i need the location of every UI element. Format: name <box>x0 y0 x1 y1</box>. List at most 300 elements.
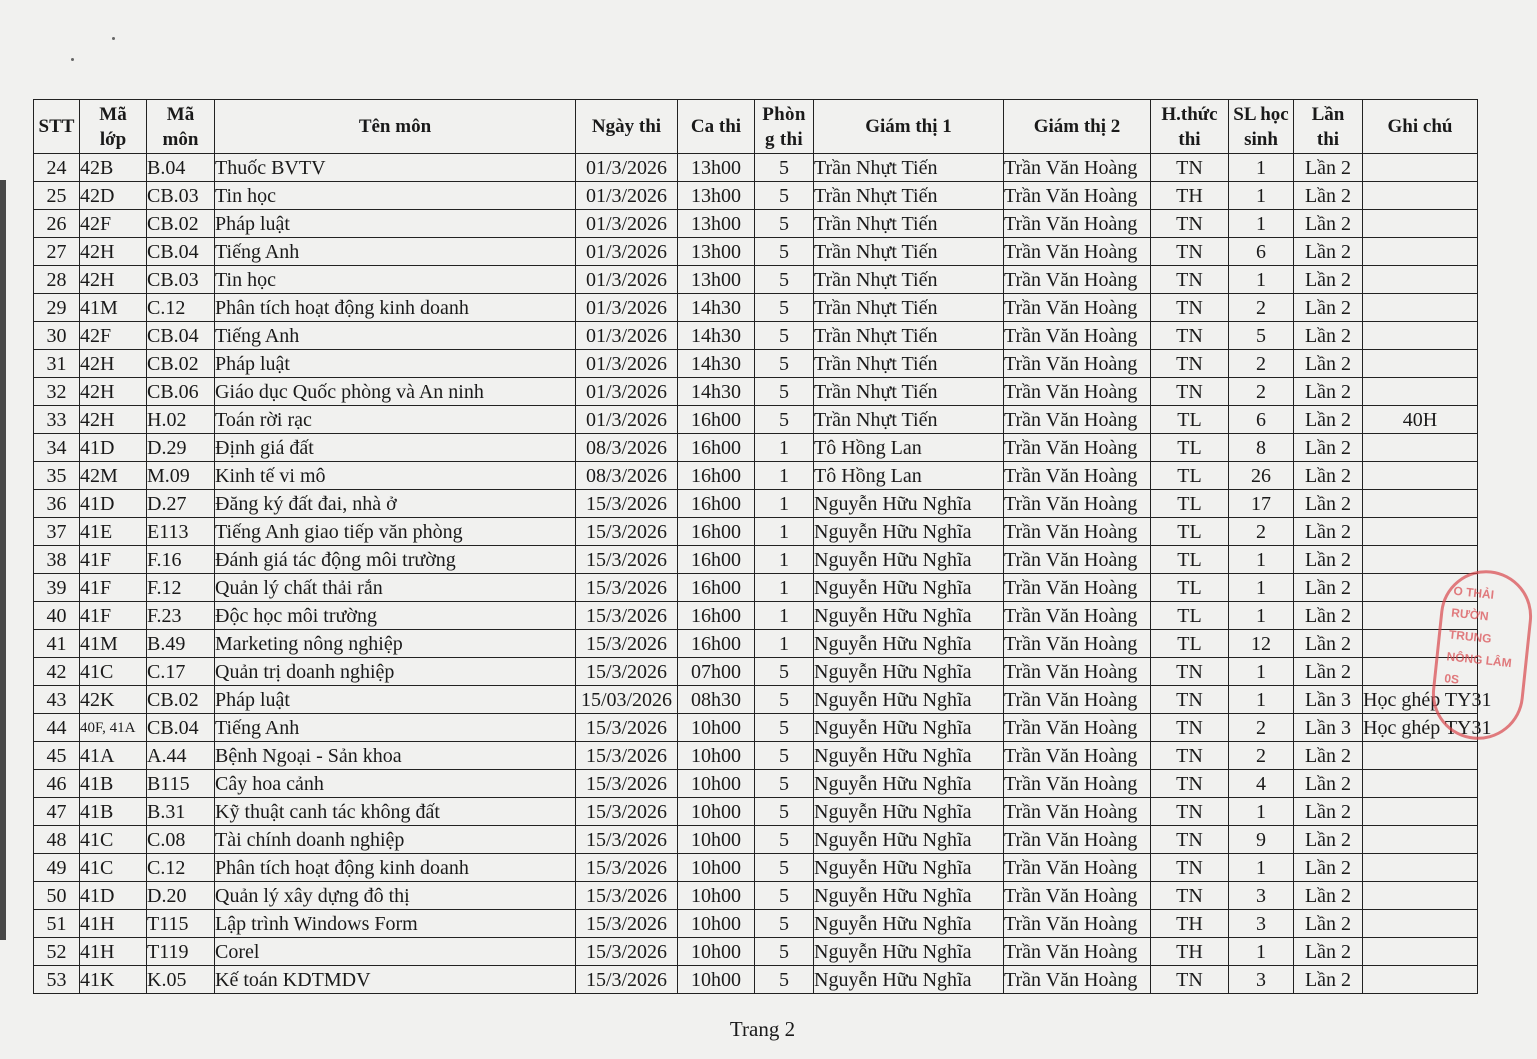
cell-class-code: 41M <box>80 294 147 322</box>
cell-exam-format: TL <box>1151 630 1229 658</box>
page-number: Trang 2 <box>729 1017 796 1041</box>
cell-subject-code: B115 <box>147 770 215 798</box>
cell-shift: 16h00 <box>678 406 755 434</box>
cell-subject-code: M.09 <box>147 462 215 490</box>
cell-stt: 53 <box>34 966 80 994</box>
cell-student-count: 2 <box>1229 350 1294 378</box>
cell-class-code: 42H <box>80 378 147 406</box>
cell-attempt: Lần 2 <box>1294 154 1363 182</box>
cell-subject-name: Bệnh Ngoại - Sản khoa <box>215 742 576 770</box>
cell-exam-format: TL <box>1151 462 1229 490</box>
stamp-text: NÔNG LÂM <box>1445 649 1513 671</box>
cell-stt: 37 <box>34 518 80 546</box>
cell-stt: 38 <box>34 546 80 574</box>
cell-exam-format: TN <box>1151 378 1229 406</box>
cell-proctor-1: Trần Nhựt Tiến <box>814 294 1004 322</box>
cell-stt: 24 <box>34 154 80 182</box>
table-row <box>34 210 1478 238</box>
cell-attempt: Lần 2 <box>1294 742 1363 770</box>
cell-stt: 30 <box>34 322 80 350</box>
cell-exam-format: TN <box>1151 686 1229 714</box>
cell-shift: 16h00 <box>678 518 755 546</box>
cell-notes <box>1363 518 1478 546</box>
cell-room: 5 <box>755 154 814 182</box>
cell-subject-code: CB.04 <box>147 714 215 742</box>
cell-exam-date: 01/3/2026 <box>576 378 678 406</box>
cell-exam-format: TL <box>1151 434 1229 462</box>
cell-exam-date: 15/3/2026 <box>576 910 678 938</box>
cell-attempt: Lần 2 <box>1294 266 1363 294</box>
cell-exam-date: 01/3/2026 <box>576 182 678 210</box>
cell-room: 5 <box>755 798 814 826</box>
cell-notes <box>1363 154 1478 182</box>
cell-room: 5 <box>755 658 814 686</box>
header-proctor-2: Giám thị 2 <box>1004 100 1151 154</box>
cell-student-count: 3 <box>1229 966 1294 994</box>
cell-subject-name: Kinh tế vi mô <box>215 462 576 490</box>
cell-student-count: 1 <box>1229 266 1294 294</box>
cell-attempt: Lần 2 <box>1294 462 1363 490</box>
cell-student-count: 1 <box>1229 938 1294 966</box>
cell-notes <box>1363 462 1478 490</box>
cell-attempt: Lần 2 <box>1294 210 1363 238</box>
cell-subject-code: A.44 <box>147 742 215 770</box>
header-exam-format: H.thức thi <box>1151 100 1229 154</box>
cell-proctor-1: Nguyễn Hữu Nghĩa <box>814 686 1004 714</box>
cell-attempt: Lần 2 <box>1294 406 1363 434</box>
cell-attempt: Lần 3 <box>1294 686 1363 714</box>
cell-proctor-1: Trần Nhựt Tiến <box>814 378 1004 406</box>
cell-shift: 14h30 <box>678 322 755 350</box>
cell-exam-format: TL <box>1151 518 1229 546</box>
cell-attempt: Lần 2 <box>1294 322 1363 350</box>
table-row <box>34 546 1478 574</box>
table-row <box>34 686 1478 714</box>
cell-attempt: Lần 2 <box>1294 490 1363 518</box>
cell-exam-date: 08/3/2026 <box>576 462 678 490</box>
cell-proctor-1: Nguyễn Hữu Nghĩa <box>814 910 1004 938</box>
page-edge-shadow <box>0 180 6 940</box>
header-subject-code: Mã môn <box>147 100 215 154</box>
cell-room: 1 <box>755 518 814 546</box>
table-row <box>34 714 1478 742</box>
cell-shift: 07h00 <box>678 658 755 686</box>
cell-shift: 10h00 <box>678 826 755 854</box>
cell-room: 1 <box>755 434 814 462</box>
cell-shift: 16h00 <box>678 490 755 518</box>
cell-exam-date: 15/03/2026 <box>576 686 678 714</box>
cell-proctor-1: Trần Nhựt Tiến <box>814 154 1004 182</box>
cell-class-code: 41K <box>80 966 147 994</box>
cell-proctor-1: Tô Hồng Lan <box>814 434 1004 462</box>
cell-subject-name: Tiếng Anh giao tiếp văn phòng <box>215 518 576 546</box>
header-notes: Ghi chú <box>1363 100 1478 154</box>
cell-stt: 40 <box>34 602 80 630</box>
cell-class-code: 41C <box>80 854 147 882</box>
cell-shift: 14h30 <box>678 378 755 406</box>
cell-subject-name: Độc học môi trường <box>215 602 576 630</box>
cell-proctor-1: Trần Nhựt Tiến <box>814 210 1004 238</box>
cell-subject-name: Kỹ thuật canh tác không đất <box>215 798 576 826</box>
cell-proctor-1: Nguyễn Hữu Nghĩa <box>814 938 1004 966</box>
cell-student-count: 6 <box>1229 406 1294 434</box>
cell-notes <box>1363 490 1478 518</box>
table-row <box>34 770 1478 798</box>
cell-class-code: 41F <box>80 546 147 574</box>
speck <box>112 37 115 40</box>
cell-exam-date: 15/3/2026 <box>576 574 678 602</box>
table-row <box>34 910 1478 938</box>
table-row <box>34 602 1478 630</box>
cell-room: 5 <box>755 406 814 434</box>
cell-room: 1 <box>755 490 814 518</box>
cell-proctor-1: Tô Hồng Lan <box>814 462 1004 490</box>
cell-student-count: 8 <box>1229 434 1294 462</box>
cell-room: 5 <box>755 826 814 854</box>
table-row <box>34 238 1478 266</box>
cell-subject-code: F.16 <box>147 546 215 574</box>
cell-room: 5 <box>755 882 814 910</box>
stamp-text: TRUNG <box>1448 627 1493 646</box>
cell-proctor-2: Trần Văn Hoàng <box>1004 154 1151 182</box>
cell-room: 5 <box>755 266 814 294</box>
cell-class-code: 41D <box>80 490 147 518</box>
cell-subject-code: F.23 <box>147 602 215 630</box>
cell-subject-name: Định giá đất <box>215 434 576 462</box>
cell-room: 5 <box>755 238 814 266</box>
cell-shift: 14h30 <box>678 294 755 322</box>
cell-shift: 10h00 <box>678 966 755 994</box>
cell-notes <box>1363 966 1478 994</box>
cell-room: 5 <box>755 966 814 994</box>
cell-exam-format: TL <box>1151 406 1229 434</box>
cell-room: 1 <box>755 630 814 658</box>
cell-class-code: 40F, 41A <box>80 714 147 742</box>
cell-attempt: Lần 2 <box>1294 574 1363 602</box>
table-row <box>34 742 1478 770</box>
cell-exam-date: 15/3/2026 <box>576 602 678 630</box>
cell-student-count: 1 <box>1229 602 1294 630</box>
cell-attempt: Lần 2 <box>1294 882 1363 910</box>
cell-subject-name: Phân tích hoạt động kinh doanh <box>215 294 576 322</box>
cell-room: 5 <box>755 938 814 966</box>
cell-attempt: Lần 2 <box>1294 770 1363 798</box>
cell-class-code: 41B <box>80 770 147 798</box>
cell-exam-date: 15/3/2026 <box>576 742 678 770</box>
cell-stt: 33 <box>34 406 80 434</box>
cell-notes: Học ghép TY31 <box>1363 714 1478 742</box>
cell-exam-date: 08/3/2026 <box>576 434 678 462</box>
cell-class-code: 41E <box>80 518 147 546</box>
table-row <box>34 630 1478 658</box>
cell-proctor-2: Trần Văn Hoàng <box>1004 854 1151 882</box>
cell-subject-code: H.02 <box>147 406 215 434</box>
cell-subject-name: Pháp luật <box>215 210 576 238</box>
table-row <box>34 966 1478 994</box>
cell-subject-name: Marketing nông nghiệp <box>215 630 576 658</box>
cell-notes <box>1363 322 1478 350</box>
cell-proctor-2: Trần Văn Hoàng <box>1004 182 1151 210</box>
cell-proctor-1: Trần Nhựt Tiến <box>814 322 1004 350</box>
cell-exam-date: 01/3/2026 <box>576 154 678 182</box>
cell-room: 5 <box>755 714 814 742</box>
table-row <box>34 406 1478 434</box>
cell-exam-format: TN <box>1151 154 1229 182</box>
cell-subject-name: Thuốc BVTV <box>215 154 576 182</box>
cell-subject-name: Kế toán KDTMDV <box>215 966 576 994</box>
cell-student-count: 2 <box>1229 294 1294 322</box>
cell-subject-name: Quản lý xây dựng đô thị <box>215 882 576 910</box>
cell-proctor-1: Trần Nhựt Tiến <box>814 238 1004 266</box>
table-row <box>34 854 1478 882</box>
cell-proctor-2: Trần Văn Hoàng <box>1004 490 1151 518</box>
cell-shift: 10h00 <box>678 854 755 882</box>
cell-exam-date: 15/3/2026 <box>576 882 678 910</box>
cell-student-count: 17 <box>1229 490 1294 518</box>
cell-class-code: 41F <box>80 574 147 602</box>
cell-subject-code: CB.02 <box>147 210 215 238</box>
cell-exam-date: 15/3/2026 <box>576 546 678 574</box>
cell-proctor-1: Nguyễn Hữu Nghĩa <box>814 658 1004 686</box>
cell-proctor-2: Trần Văn Hoàng <box>1004 350 1151 378</box>
cell-subject-code: T115 <box>147 910 215 938</box>
cell-subject-name: Tin học <box>215 266 576 294</box>
cell-exam-date: 15/3/2026 <box>576 938 678 966</box>
table-header <box>34 100 1478 154</box>
cell-proctor-2: Trần Văn Hoàng <box>1004 630 1151 658</box>
cell-subject-name: Tiếng Anh <box>215 322 576 350</box>
cell-room: 5 <box>755 770 814 798</box>
cell-stt: 49 <box>34 854 80 882</box>
cell-student-count: 3 <box>1229 882 1294 910</box>
cell-student-count: 1 <box>1229 658 1294 686</box>
table-row <box>34 658 1478 686</box>
cell-stt: 32 <box>34 378 80 406</box>
cell-student-count: 1 <box>1229 686 1294 714</box>
cell-exam-date: 15/3/2026 <box>576 518 678 546</box>
cell-room: 1 <box>755 462 814 490</box>
cell-exam-date: 15/3/2026 <box>576 826 678 854</box>
cell-subject-code: CB.03 <box>147 182 215 210</box>
cell-proctor-1: Nguyễn Hữu Nghĩa <box>814 854 1004 882</box>
cell-stt: 36 <box>34 490 80 518</box>
cell-exam-date: 01/3/2026 <box>576 266 678 294</box>
cell-proctor-2: Trần Văn Hoàng <box>1004 826 1151 854</box>
cell-exam-format: TN <box>1151 658 1229 686</box>
cell-proctor-2: Trần Văn Hoàng <box>1004 462 1151 490</box>
cell-notes <box>1363 770 1478 798</box>
cell-proctor-2: Trần Văn Hoàng <box>1004 266 1151 294</box>
cell-room: 5 <box>755 910 814 938</box>
cell-subject-name: Corel <box>215 938 576 966</box>
cell-shift: 13h00 <box>678 210 755 238</box>
table-row <box>34 518 1478 546</box>
cell-notes <box>1363 266 1478 294</box>
cell-student-count: 5 <box>1229 322 1294 350</box>
cell-proctor-1: Nguyễn Hữu Nghĩa <box>814 714 1004 742</box>
cell-shift: 16h00 <box>678 462 755 490</box>
cell-class-code: 42D <box>80 182 147 210</box>
cell-student-count: 1 <box>1229 854 1294 882</box>
cell-notes: 40H <box>1363 406 1478 434</box>
cell-subject-code: CB.03 <box>147 266 215 294</box>
table-row <box>34 938 1478 966</box>
cell-proctor-2: Trần Văn Hoàng <box>1004 210 1151 238</box>
cell-proctor-1: Nguyễn Hữu Nghĩa <box>814 742 1004 770</box>
cell-room: 5 <box>755 210 814 238</box>
cell-subject-name: Tài chính doanh nghiệp <box>215 826 576 854</box>
cell-student-count: 6 <box>1229 238 1294 266</box>
cell-stt: 26 <box>34 210 80 238</box>
cell-proctor-2: Trần Văn Hoàng <box>1004 574 1151 602</box>
cell-subject-code: C.17 <box>147 658 215 686</box>
cell-shift: 14h30 <box>678 350 755 378</box>
cell-exam-format: TH <box>1151 910 1229 938</box>
table-row <box>34 350 1478 378</box>
cell-exam-date: 15/3/2026 <box>576 854 678 882</box>
cell-shift: 13h00 <box>678 238 755 266</box>
cell-shift: 13h00 <box>678 182 755 210</box>
cell-class-code: 42H <box>80 266 147 294</box>
cell-subject-name: Quản lý chất thải rắn <box>215 574 576 602</box>
cell-notes <box>1363 798 1478 826</box>
cell-stt: 41 <box>34 630 80 658</box>
cell-exam-format: TN <box>1151 210 1229 238</box>
cell-student-count: 2 <box>1229 518 1294 546</box>
cell-exam-format: TN <box>1151 854 1229 882</box>
cell-notes <box>1363 910 1478 938</box>
cell-proctor-2: Trần Văn Hoàng <box>1004 686 1151 714</box>
cell-attempt: Lần 2 <box>1294 518 1363 546</box>
cell-exam-format: TN <box>1151 238 1229 266</box>
cell-room: 5 <box>755 742 814 770</box>
cell-subject-code: B.04 <box>147 154 215 182</box>
cell-proctor-1: Nguyễn Hữu Nghĩa <box>814 966 1004 994</box>
cell-exam-format: TN <box>1151 322 1229 350</box>
cell-exam-format: TN <box>1151 882 1229 910</box>
cell-proctor-2: Trần Văn Hoàng <box>1004 742 1151 770</box>
cell-notes <box>1363 238 1478 266</box>
cell-proctor-2: Trần Văn Hoàng <box>1004 322 1151 350</box>
cell-proctor-2: Trần Văn Hoàng <box>1004 434 1151 462</box>
header-row <box>34 100 1478 154</box>
cell-proctor-2: Trần Văn Hoàng <box>1004 518 1151 546</box>
cell-subject-code: CB.06 <box>147 378 215 406</box>
cell-shift: 16h00 <box>678 630 755 658</box>
cell-subject-name: Tiếng Anh <box>215 238 576 266</box>
cell-class-code: 42H <box>80 406 147 434</box>
cell-class-code: 42K <box>80 686 147 714</box>
cell-stt: 48 <box>34 826 80 854</box>
cell-subject-name: Tiếng Anh <box>215 714 576 742</box>
cell-student-count: 4 <box>1229 770 1294 798</box>
cell-proctor-2: Trần Văn Hoàng <box>1004 658 1151 686</box>
cell-proctor-1: Nguyễn Hữu Nghĩa <box>814 490 1004 518</box>
cell-exam-date: 01/3/2026 <box>576 350 678 378</box>
cell-shift: 13h00 <box>678 266 755 294</box>
cell-notes <box>1363 294 1478 322</box>
cell-stt: 46 <box>34 770 80 798</box>
header-stt: STT <box>34 100 80 154</box>
table-row <box>34 434 1478 462</box>
cell-proctor-2: Trần Văn Hoàng <box>1004 714 1151 742</box>
stamp-text: O THẢI <box>1452 583 1495 602</box>
cell-attempt: Lần 2 <box>1294 350 1363 378</box>
table-row <box>34 798 1478 826</box>
cell-proctor-1: Nguyễn Hữu Nghĩa <box>814 546 1004 574</box>
cell-attempt: Lần 2 <box>1294 630 1363 658</box>
cell-proctor-2: Trần Văn Hoàng <box>1004 882 1151 910</box>
cell-student-count: 1 <box>1229 574 1294 602</box>
cell-class-code: 41A <box>80 742 147 770</box>
cell-class-code: 41M <box>80 630 147 658</box>
cell-notes <box>1363 546 1478 574</box>
cell-exam-date: 15/3/2026 <box>576 966 678 994</box>
cell-room: 5 <box>755 378 814 406</box>
cell-shift: 10h00 <box>678 882 755 910</box>
cell-subject-name: Pháp luật <box>215 686 576 714</box>
cell-proctor-2: Trần Văn Hoàng <box>1004 770 1151 798</box>
table-row <box>34 378 1478 406</box>
cell-attempt: Lần 2 <box>1294 938 1363 966</box>
cell-notes: Học ghép TY31 <box>1363 686 1478 714</box>
cell-attempt: Lần 2 <box>1294 294 1363 322</box>
cell-notes <box>1363 826 1478 854</box>
cell-subject-name: Đánh giá tác động môi trường <box>215 546 576 574</box>
cell-exam-format: TN <box>1151 826 1229 854</box>
cell-stt: 31 <box>34 350 80 378</box>
cell-student-count: 2 <box>1229 714 1294 742</box>
header-shift: Ca thi <box>678 100 755 154</box>
cell-proctor-1: Nguyễn Hữu Nghĩa <box>814 882 1004 910</box>
cell-attempt: Lần 2 <box>1294 854 1363 882</box>
table-row <box>34 462 1478 490</box>
table-row <box>34 826 1478 854</box>
cell-attempt: Lần 2 <box>1294 238 1363 266</box>
cell-exam-format: TN <box>1151 266 1229 294</box>
cell-notes <box>1363 882 1478 910</box>
cell-stt: 52 <box>34 938 80 966</box>
cell-stt: 43 <box>34 686 80 714</box>
header-subject-name: Tên môn <box>215 100 576 154</box>
header-student-count: SL học sinh <box>1229 100 1294 154</box>
cell-exam-date: 01/3/2026 <box>576 406 678 434</box>
cell-subject-name: Cây hoa cảnh <box>215 770 576 798</box>
cell-class-code: 41B <box>80 798 147 826</box>
cell-exam-format: TN <box>1151 350 1229 378</box>
cell-exam-format: TH <box>1151 182 1229 210</box>
cell-proctor-2: Trần Văn Hoàng <box>1004 294 1151 322</box>
cell-exam-format: TN <box>1151 966 1229 994</box>
header-attempt: Lần thi <box>1294 100 1363 154</box>
cell-exam-format: TL <box>1151 574 1229 602</box>
cell-proctor-1: Nguyễn Hữu Nghĩa <box>814 826 1004 854</box>
cell-subject-name: Giáo dục Quốc phòng và An ninh <box>215 378 576 406</box>
cell-proctor-2: Trần Văn Hoàng <box>1004 798 1151 826</box>
cell-notes <box>1363 742 1478 770</box>
cell-notes <box>1363 854 1478 882</box>
cell-proctor-1: Nguyễn Hữu Nghĩa <box>814 630 1004 658</box>
cell-class-code: 42B <box>80 154 147 182</box>
cell-subject-name: Lập trình Windows Form <box>215 910 576 938</box>
cell-subject-code: F.12 <box>147 574 215 602</box>
cell-exam-date: 15/3/2026 <box>576 630 678 658</box>
cell-subject-name: Phân tích hoạt động kinh doanh <box>215 854 576 882</box>
cell-shift: 10h00 <box>678 742 755 770</box>
cell-shift: 10h00 <box>678 770 755 798</box>
cell-stt: 50 <box>34 882 80 910</box>
cell-stt: 25 <box>34 182 80 210</box>
